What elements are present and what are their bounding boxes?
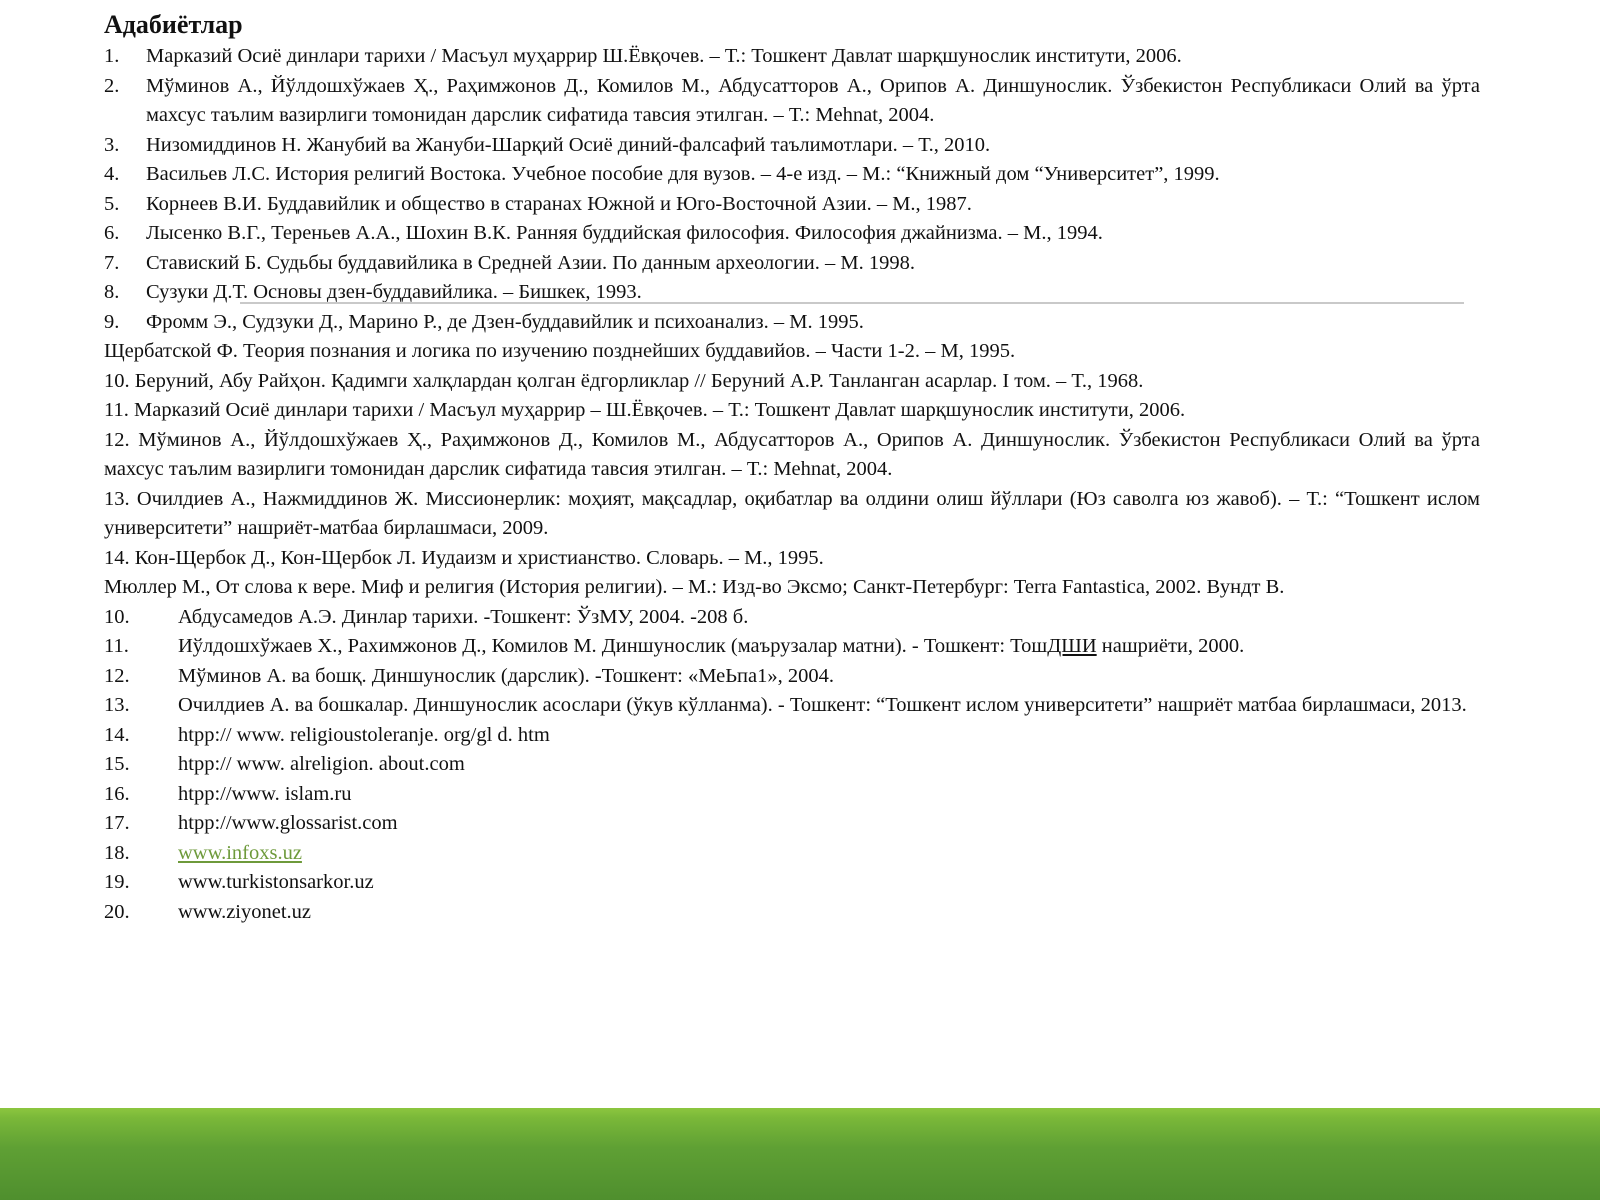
reference-text [178, 632, 1480, 662]
slide-content [104, 8, 1480, 927]
reference-paragraph: Щербатской Ф. Теория познания и логика по изучению позднейших буддавийов. – Части 1-2. – М, 1995. [104, 340, 1016, 362]
reference-number: 15. [104, 753, 130, 775]
reference-paragraph: 12. Мўминов А., Йўлдошхўжаев Ҳ., Раҳимжонов Д., Комилов М., Абдусатторов А., Орипов А. Диншунослик. Ўзбекистон Республикаси Олий ва ўрта махсус таълим вазирлиги томонидан дарслик сифатида тавсия этилган. – Т.: Mehnat, 2004. [104, 428, 1480, 480]
reference-number: 5. [104, 192, 120, 215]
page-title: Адабиётлар [104, 10, 243, 39]
reference-item-19 [104, 868, 1480, 898]
reference-item-2 [104, 72, 1480, 131]
reference-text: Фромм Э., Судзуки Д., Марино Р., де Дзен-буддавийлик и психоанализ. – М. 1995. [146, 310, 864, 333]
reference-item-13 [104, 691, 1480, 721]
reference-text: Низомиддинов Н. Жанубий ва Жануби-Шарқий Осиё диний-фалсафий таълимотлари. – Т., 2010. [146, 133, 991, 156]
reference-text: Лысенко В.Г., Тереньев А.А., Шохин В.К. Ранняя буддийская философия. Философия джайнизма. – М., 1994. [146, 222, 1103, 244]
reference-text: Очилдиев А. ва бошкалар. Диншунослик асослари (ўкув кўлланма). - Тошкент: “Тошкент ислом университети” нашриёт матбаа бирлашмаси, 2013. [178, 694, 1467, 716]
reference-item-11 [104, 632, 1480, 662]
reference-number: 20. [104, 900, 130, 923]
reference-number: 13. [104, 694, 130, 716]
reference-number: 9. [104, 310, 120, 333]
reference-item-9 [104, 308, 1480, 338]
reference-item-17 [104, 809, 1480, 839]
reference-text: Сузуки Д.Т. Основы дзен-буддавийлика. – Бишкек, 1993. [146, 281, 642, 303]
reference-paragraph: 11. Марказий Осиё динлари тарихи / Масъул муҳаррир – Ш.Ёвқочев. – Т.: Тошкент Давлат шарқшунослик институти, 2006. [104, 399, 1186, 421]
reference-item-15 [104, 750, 1480, 780]
reference-paragraph: Мюллер М., От слова к вере. Миф и религия (История религии). – М.: Изд-во Эксмо; Санкт-Петербург: Terra Fantastica, 2002. Вундт В. [104, 576, 1285, 598]
reference-paragraph: 13. Очилдиев А., Нажмиддинов Ж. Миссионерлик: моҳият, мақсадлар, оқибатлар ва олдини олиш йўллари (Юз саволга юз жавоб). – Т.: “Тошкент ислом университети” нашриёт-матбаа бирлашмаси, 2009. [104, 487, 1480, 539]
reference-number: 12. [104, 664, 130, 687]
reference-item-12 [104, 662, 1480, 692]
reference-paragraph: 14. Кон-Щербок Д., Кон-Щербок Л. Иудаизм и христианство. Словарь. – М., 1995. [104, 546, 824, 569]
reference-number: 11. [104, 635, 129, 657]
reference-number: 2. [104, 74, 120, 97]
reference-number: 14. [104, 723, 130, 746]
reference-text: Мўминов А. ва бошқ. Диншунослик (дарслик). -Тошкент: «МеЬпа1», 2004. [178, 664, 834, 687]
reference-text: Васильев Л.С. История религий Востока. Учебное пособие для вузов. – 4-е изд. – М.: “Книжный дом “Университет”, 1999. [146, 163, 1220, 185]
reference-item-1 [104, 42, 1480, 72]
reference-number: 1. [104, 45, 120, 67]
reference-text: Ставиский Б. Судьбы буддавийлика в Средней Азии. По данным археологии. – М. 1998. [146, 251, 915, 274]
reference-url: www.turkistonsarkor.uz [178, 871, 374, 893]
underlined-abbreviation: ДШИ [1047, 635, 1097, 657]
reference-item-6 [104, 219, 1480, 249]
reference-number: 8. [104, 281, 120, 303]
reference-url: htpp://www.glossarist.com [178, 812, 398, 834]
reference-item-4 [104, 160, 1480, 190]
reference-link-infoxs[interactable]: www.infoxs.uz [178, 841, 302, 864]
reference-item-20 [104, 898, 1480, 928]
horizontal-rule [240, 302, 1464, 304]
reference-item-5 [104, 190, 1480, 220]
reference-text: Корнеев В.И. Буддавийлик и общество в старанах Южной и Юго-Восточной Азии. – М., 1987. [146, 192, 972, 215]
reference-number: 6. [104, 222, 120, 244]
reference-url: htpp:// www. religioustoleranje. org/gl d. htm [178, 723, 550, 746]
reference-number: 3. [104, 133, 120, 156]
reference-number: 10. [104, 605, 130, 628]
reference-item-14 [104, 721, 1480, 751]
reference-url: www.ziyonet.uz [178, 900, 312, 923]
reference-text: Мўминов А., Йўлдошхўжаев Ҳ., Раҳимжонов Д., Комилов М., Абдусатторов А., Орипов А. Диншунослик. Ўзбекистон Республикаси Олий ва ўрта махсус таълим вазирлиги томонидан дарслик сифатида тавсия этилган. – Т.: Mehnat, 2004. [146, 74, 1480, 126]
reference-number: 4. [104, 163, 120, 185]
reference-item-10 [104, 603, 1480, 633]
reference-number: 18. [104, 841, 130, 864]
reference-text-part: нашриёти, 2000. [1096, 635, 1245, 657]
footer-band [0, 1108, 1600, 1200]
reference-list [104, 42, 1480, 927]
reference-item-18 [104, 839, 1480, 869]
reference-number: 19. [104, 871, 130, 893]
reference-url: htpp://www. islam.ru [178, 782, 352, 805]
reference-item-3 [104, 131, 1480, 161]
reference-number: 17. [104, 812, 130, 834]
reference-number: 7. [104, 251, 120, 274]
reference-item-7 [104, 249, 1480, 279]
reference-item-16 [104, 780, 1480, 810]
reference-text: Абдусамедов А.Э. Динлар тарихи. -Тошкент: ЎзМУ, 2004. -208 б. [178, 605, 749, 628]
reference-paragraph: 10. Беруний, Абу Райҳон. Қадимги халқлардан қолган ёдгорликлар // Беруний А.Р. Танланган асарлар. I том. – Т., 1968. [104, 369, 1144, 392]
reference-number: 16. [104, 782, 130, 805]
reference-text: Марказий Осиё динлари тарихи / Масъул муҳаррир Ш.Ёвқочев. – Т.: Тошкент Давлат шарқшунослик институти, 2006. [146, 45, 1182, 67]
reference-text-part: Иўлдошхўжаев Х., Рахимжонов Д., Комилов М. Диншунослик (маърузалар матни). - Тошкент: Тош [178, 635, 1048, 657]
reference-url: htpp:// www. alreligion. about.com [178, 753, 465, 775]
